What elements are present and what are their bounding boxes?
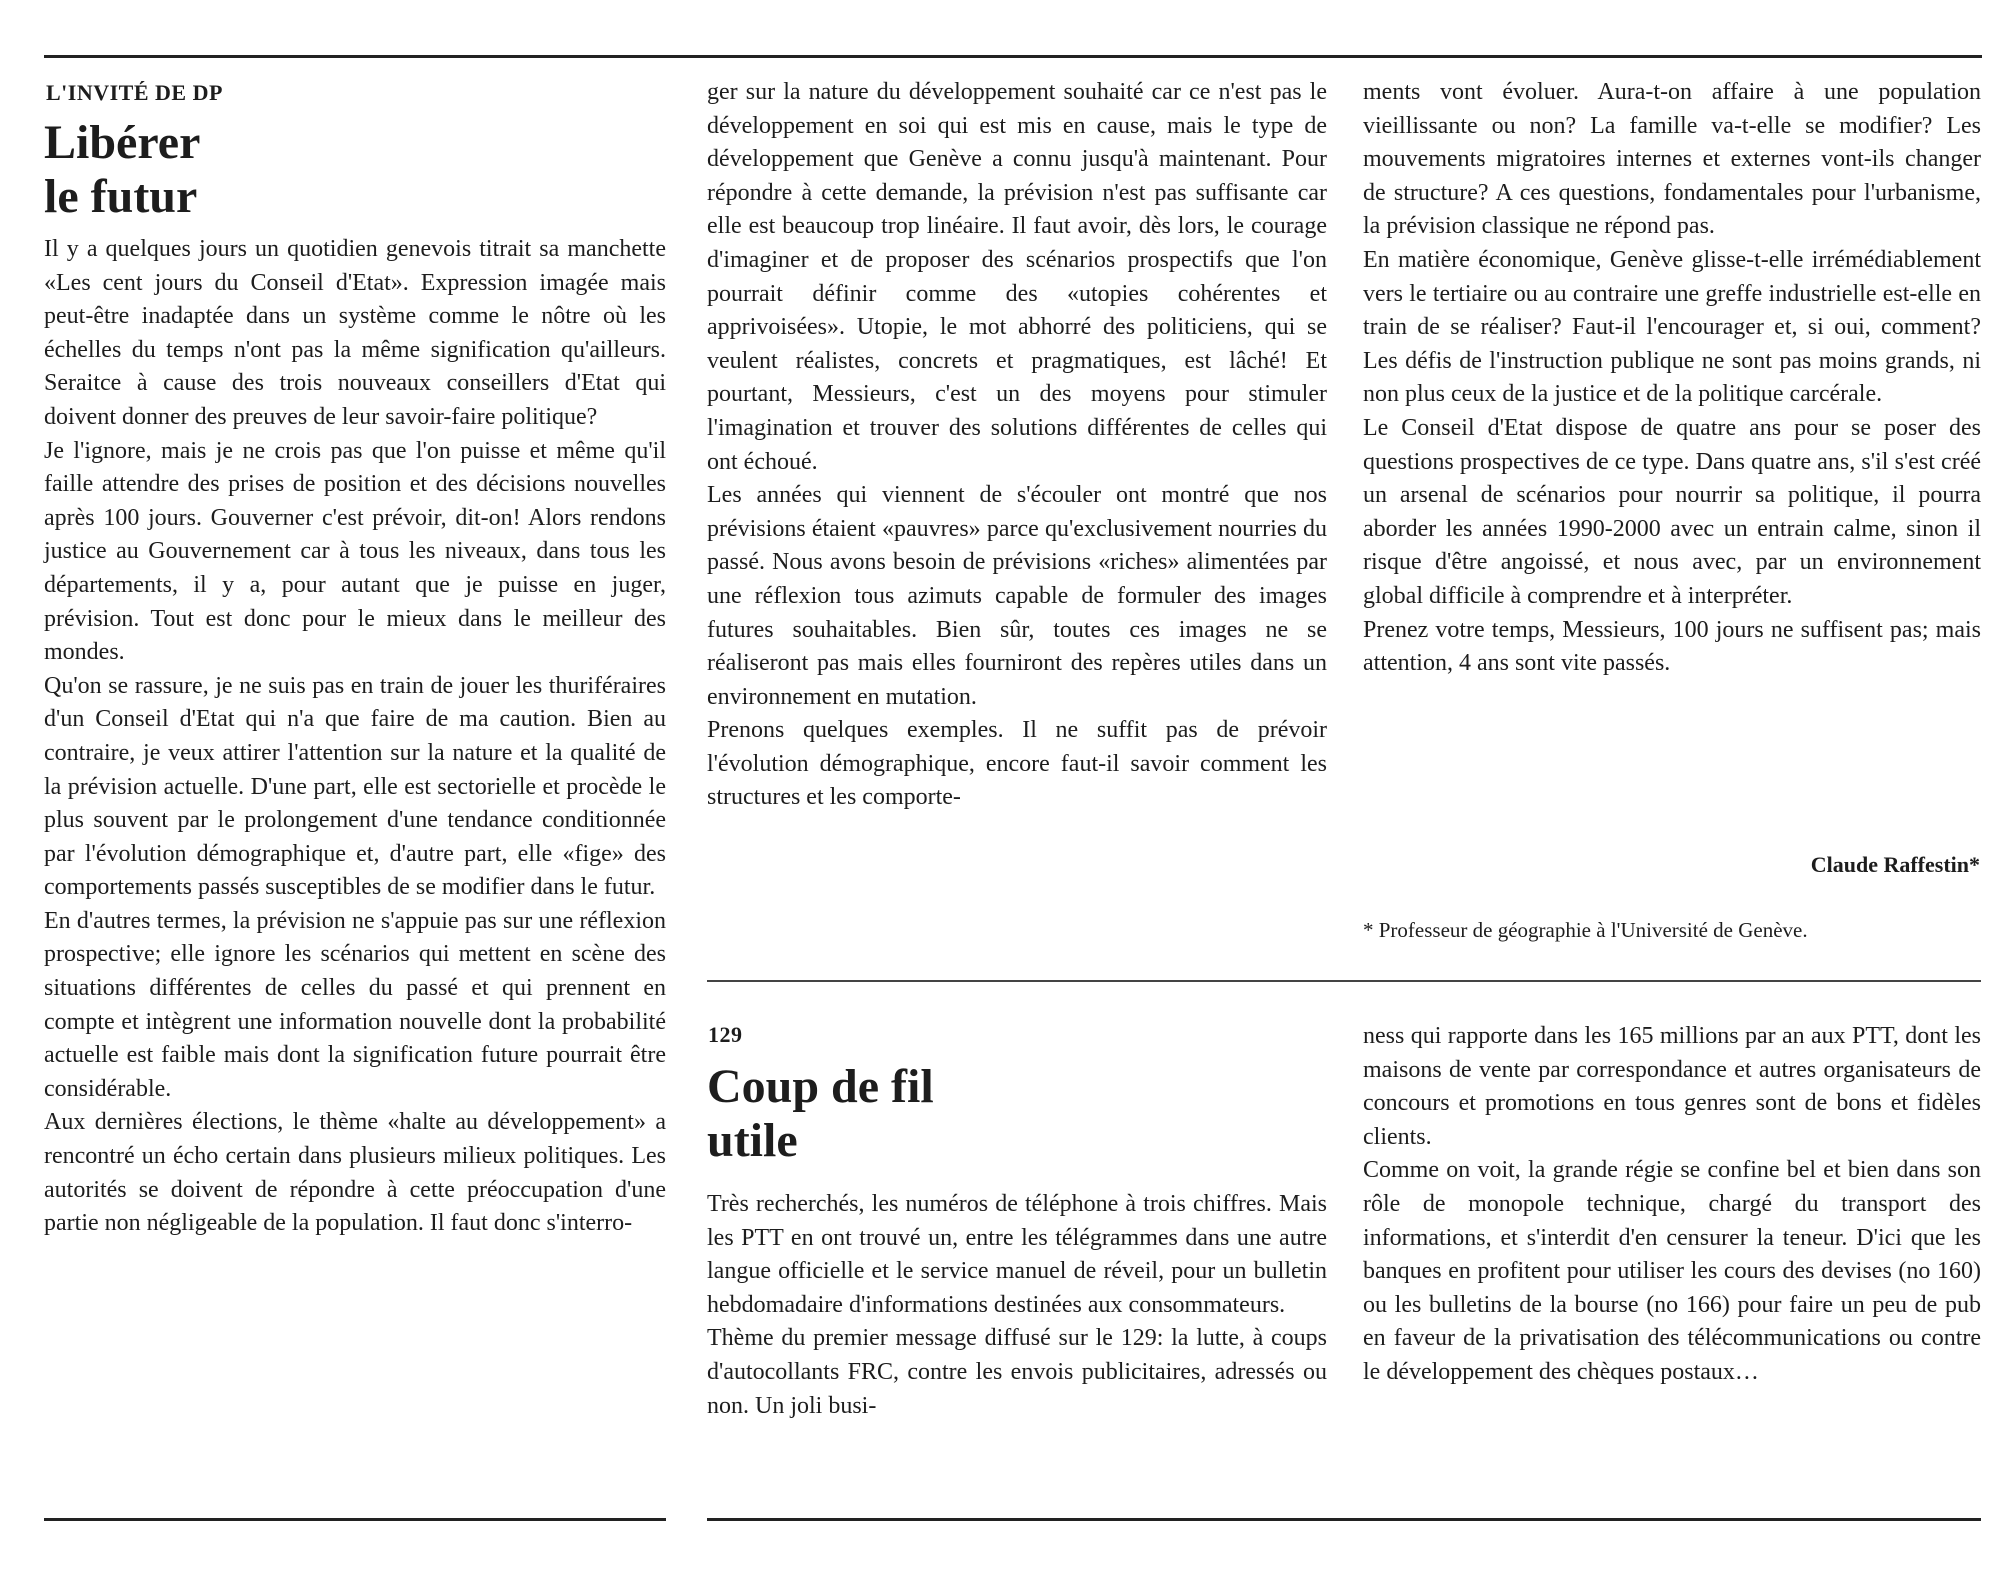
article1-col1-paragraph: Je l'ignore, mais je ne crois pas que l'on puisse et même qu'il faille attendre des prises de position et des décisions nouvelles après 100 jours. Gouverner c'est prévoir, dit-on! Alors rendons justice au Gouvernement car à tous les niveaux, dans tous les départements, il y a, pour autant que je puisse en juger, prévision. Tout est donc pour le mieux dans le meilleur des mondes. [44,437,666,666]
article2-col3-paragraph: Comme on voit, la grande régie se confine bel et bien dans son rôle de monopole technique, chargé du transport des informations, et s'interdit d'en censurer la teneur. D'ici que les banques en profitent pour utiliser les cours des devises (no 160) ou les bulletins de la bourse (no 166) pour faire un peu de pub en faveur de la privatisation des télécommunications ou contre le développement des chèques postaux… [1363,1157,1981,1385]
article1-col2-paragraph: Les années qui viennent de s'écouler ont montré que nos prévisions étaient «pauvres» parce qu'exclusivement nourries du passé. Nous avons besoin de prévisions «riches» alimentées par une réflexion tous azimuts capable de formuler des images futures souhaitables. Bien sûr, toutes ces images ne se réaliseront pas mais elles fourniront des repères utiles dans un environnement en mutation. [707,482,1327,710]
article2-column-2 [707,1188,1327,1423]
article1-column-3 [1363,76,1981,681]
article2-column-3 [1363,1020,1981,1390]
article2-col2-paragraph: Très recherchés, les numéros de téléphone à trois chiffres. Mais les PTT en ont trouvé un, entre les télégrammes dans une autre langue officielle et le service manuel de réveil, pour un bulletin hebdomadaire d'informations destinées aux consommateurs. [707,1191,1327,1318]
top-rule [44,55,1982,58]
article1-col1-paragraph: Qu'on se rassure, je ne suis pas en train de jouer les thuriféraires d'un Conseil d'Etat qui n'a que faire de ma caution. Bien au contraire, je veux attirer l'attention sur la nature et la qualité de la prévision actuelle. D'une part, elle est sectorielle et procède le plus souvent par le prolongement d'une tendance conditionnée par l'évolution démographique et, d'autre part, elle «fige» des comportements passés susceptibles de se modifier dans le futur. [44,672,666,901]
article1-headline-line1: Libérer [44,116,201,169]
article1-col2-paragraph: Prenons quelques exemples. Il ne suffit pas de prévoir l'évolution démographique, encore faut-il savoir comment les structures et les comporte- [707,717,1327,811]
article1-col3-paragraph: ments vont évoluer. Aura-t-on affaire à une population vieillissante ou non? La famille va-t-elle se modifier? Les mouvements migratoires internes et externes vont-ils changer de structure? A ces questions, fondamentales pour l'urbanisme, la prévision classique ne répond pas. [1363,79,1981,240]
article1-col3-paragraph: Prenez votre temps, Messieurs, 100 jours ne suffisent pas; mais attention, 4 ans sont vite passés. [1363,616,1981,677]
article2-col3-paragraph: ness qui rapporte dans les 165 millions par an aux PTT, dont les maisons de vente par correspondance et autres organisateurs de concours et promotions en tous genres sont de bons et fidèles clients. [1363,1023,1981,1150]
article1-col3-paragraph: Le Conseil d'Etat dispose de quatre ans pour se poser des questions prospectives de ce type. Dans quatre ans, s'il s'est créé un arsenal de scénarios pour nourrir sa politique, il pourra aborder les années 1990-2000 avec un entrain calme, sinon il risque d'être angoissé, et nous avec, par un environnement global difficile à comprendre et à interpréter. [1363,414,1981,609]
article2-col2-paragraph: Thème du premier message diffusé sur le 129: la lutte, à coups d'autocollants FRC, contre les envois publicitaires, adressés ou non. Un joli busi- [707,1325,1327,1419]
article1-kicker: L'INVITÉ DE DP [46,80,223,105]
article1-col3-paragraph: En matière économique, Genève glisse-t-elle irrémédiablement vers le tertiaire ou au contraire une greffe industrielle est-elle en train de se réaliser? Faut-il l'encourager et, si oui, comment? Les défis de l'instruction publique ne sont pas moins grands, ni non plus ceux de la justice et de la politique carcérale. [1363,246,1981,408]
article1-column-1 [44,233,666,1241]
bottom-rule-left [44,1518,666,1521]
article1-col1-paragraph: En d'autres termes, la prévision ne s'appuie pas sur une réflexion prospective; elle ignore les scénarios qui mettent en scène des situations différentes de celles du passé et qui prennent en compte et intègrent une information nouvelle dont la probabilité actuelle est faible mais dont la signification future pourrait être considérable. [44,907,666,1102]
article1-column-2 [707,76,1327,815]
article1-col2-paragraph: ger sur la nature du développement souhaité car ce n'est pas le développement en soi qui est mis en cause, mais le type de développement que Genève a connu jusqu'à maintenant. Pour répondre à cette demande, la prévision n'est pas suffisante car elle est beaucoup trop linéaire. Il faut avoir, dès lors, le courage d'imaginer et de proposer des scénarios prospectifs que l'on pourrait définir comme des «utopies cohérentes et apprivoisées». Utopie, le mot abhorré des politiciens, qui se veulent réalistes, concrets et pragmatiques, est lâché! Et pourtant, Messieurs, c'est un des moyens pour stimuler l'imagination et trouver des solutions différentes de celles qui ont échoué. [707,79,1327,475]
author-footnote: * Professeur de géographie à l'Université de Genève. [1363,918,1808,942]
author-signature: Claude Raffestin* [1810,852,1980,877]
article1-col1-paragraph: Aux dernières élections, le thème «halte au développement» a rencontré un écho certain dans plusieurs milieux politiques. Les autorités se doivent de répondre à cette préoccupation d'une partie non négligeable de la population. Il faut donc s'interro- [44,1109,666,1237]
article2-kicker: 129 [708,1022,743,1047]
article1-col1-paragraph: Il y a quelques jours un quotidien genevois titrait sa manchette «Les cent jours du Conseil d'Etat». Expression imagée mais peut-être inadaptée dans un système comme le nôtre où les échelles du temps n'ont pas la même signification qu'ailleurs. Seraitce à cause des trois nouveaux conseillers d'Etat qui doivent donner des preuves de leur savoir-faire politique? [44,236,666,430]
article-divider-rule [707,980,1981,982]
bottom-rule-right [707,1518,1981,1521]
article2-headline-line2: utile [707,1114,798,1167]
article2-headline-line1: Coup de fil [707,1060,934,1113]
article1-headline-line2: le futur [44,170,198,223]
